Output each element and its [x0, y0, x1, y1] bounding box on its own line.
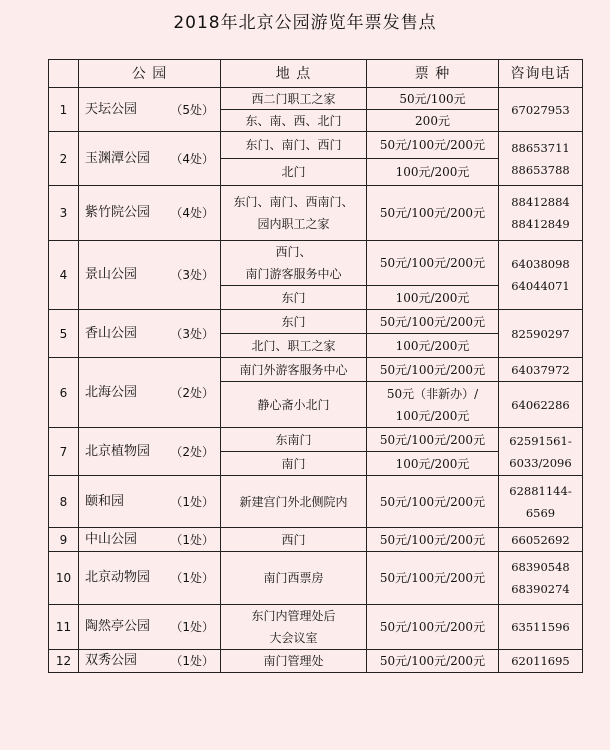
ticket-text: 100元/200元	[395, 165, 470, 179]
phone-cell	[499, 552, 583, 605]
park-name: 颐和园	[85, 493, 125, 509]
location-cell	[221, 159, 367, 186]
location-text: 东、南、西、北门	[245, 113, 342, 128]
ticket-type-cell	[367, 310, 499, 334]
table-row	[49, 528, 583, 552]
location-text: 东门、南门、西门	[245, 138, 342, 152]
location-cell	[221, 428, 367, 452]
phone-cell	[499, 358, 583, 382]
park-name: 景山公园	[85, 267, 138, 282]
location-cell	[221, 334, 367, 358]
ticket-text: 50元/100元/200元	[379, 620, 486, 634]
park-name: 北京动物园	[85, 570, 151, 585]
location-text: 东门	[281, 314, 306, 329]
location-text: 东南门	[275, 432, 312, 447]
location-text: 西门、	[275, 245, 312, 259]
phone-number: 62881144-	[509, 483, 572, 498]
park-cell	[79, 241, 221, 310]
ticket-type-cell	[367, 452, 499, 476]
location-text: 静心斋小北门	[257, 397, 330, 412]
ticket-type-cell	[367, 528, 499, 552]
park-name: 中山公园	[85, 531, 138, 547]
phone-number: 88653788	[511, 162, 570, 177]
row-number: 8	[49, 476, 79, 528]
location-text: 南门游客服务中心	[245, 267, 342, 281]
phone-number: 6569	[525, 505, 556, 520]
park-cell	[79, 476, 221, 528]
row-number: 12	[49, 650, 79, 673]
table-row	[49, 241, 583, 286]
row-number: 11	[49, 605, 79, 650]
table-row	[49, 605, 583, 650]
location-cell	[221, 88, 367, 110]
ticket-type-cell	[367, 476, 499, 528]
park-cell	[79, 132, 221, 186]
ticket-text: 100元/200元	[395, 408, 470, 423]
phone-number: 63511596	[511, 620, 570, 634]
row-number: 3	[49, 186, 79, 241]
table-row	[49, 476, 583, 528]
outlet-count: （1处）	[170, 654, 214, 668]
ticket-text: 100元/200元	[395, 338, 470, 353]
outlet-count: （1处）	[170, 532, 214, 547]
location-cell	[221, 382, 367, 428]
table-row	[49, 310, 583, 334]
location-cell	[221, 310, 367, 334]
location-text: 南门	[281, 456, 306, 471]
page-title: 2018年北京公园游览年票发售点	[173, 13, 437, 33]
ticket-text: 100元/200元	[395, 290, 470, 305]
phone-cell	[499, 428, 583, 476]
park-cell	[79, 310, 221, 358]
phone-cell	[499, 382, 583, 428]
outlet-count: （4处）	[170, 206, 214, 220]
phone-number: 62591561-	[509, 433, 572, 448]
phone-cell	[499, 650, 583, 673]
location-text: 西二门职工之家	[251, 91, 336, 106]
location-text: 东门、南门、西南门、	[233, 195, 354, 209]
ticket-type-cell	[367, 382, 499, 428]
phone-number: 64044071	[511, 279, 570, 293]
location-cell	[221, 650, 367, 673]
table-row	[49, 428, 583, 452]
ticket-type-cell	[367, 358, 499, 382]
outlet-count: （4处）	[170, 151, 214, 166]
location-cell	[221, 110, 367, 132]
park-name: 紫竹院公园	[85, 205, 151, 220]
ticket-text: 100元/200元	[395, 456, 470, 471]
park-cell	[79, 552, 221, 605]
phone-number: 64037972	[511, 362, 570, 377]
location-cell	[221, 452, 367, 476]
park-cell	[79, 605, 221, 650]
location-text: 南门外游客服务中心	[239, 362, 348, 377]
park-name: 北海公园	[85, 384, 138, 400]
table-row	[49, 186, 583, 241]
location-text: 南门西票房	[263, 571, 324, 585]
park-cell	[79, 528, 221, 552]
location-cell	[221, 241, 367, 286]
header-number	[49, 60, 79, 88]
phone-cell	[499, 186, 583, 241]
location-text: 西门	[281, 532, 306, 547]
outlet-count: （2处）	[170, 444, 214, 459]
location-text: 南门管理处	[263, 654, 324, 668]
phone-number: 68390274	[511, 582, 570, 596]
outlet-count: （1处）	[170, 494, 214, 509]
location-text: 东门	[281, 290, 306, 305]
table-row	[49, 552, 583, 605]
location-text: 园内职工之家	[257, 217, 330, 231]
ticket-text: 50元/100元/200元	[379, 432, 486, 447]
park-name: 玉渊潭公园	[85, 150, 151, 166]
row-number: 5	[49, 310, 79, 358]
ticket-text: 200元	[415, 113, 450, 128]
phone-cell	[499, 528, 583, 552]
ticket-text: 50元/100元/200元	[379, 571, 486, 585]
location-text: 新建宫门外北侧院内	[239, 494, 348, 509]
location-text: 北门	[281, 165, 306, 179]
location-text: 大会议室	[269, 631, 318, 645]
location-cell	[221, 605, 367, 650]
park-cell	[79, 88, 221, 132]
location-text: 东门内管理处后	[251, 609, 336, 623]
park-name: 陶然亭公园	[85, 619, 151, 634]
ticket-type-cell	[367, 186, 499, 241]
park-cell	[79, 650, 221, 673]
ticket-text: 50元/100元/200元	[379, 654, 486, 668]
table-row	[49, 650, 583, 673]
row-number: 2	[49, 132, 79, 186]
ticket-text: 50元/100元/200元	[379, 314, 486, 329]
ticket-outlet-table	[48, 59, 583, 673]
outlet-count: （3处）	[170, 326, 214, 341]
phone-number: 68390548	[511, 560, 570, 574]
location-cell	[221, 286, 367, 310]
row-number: 10	[49, 552, 79, 605]
phone-cell	[499, 132, 583, 186]
phone-number: 88653711	[511, 140, 570, 155]
header-park: 公 园	[79, 60, 221, 88]
ticket-text: 50元/100元/200元	[379, 532, 486, 547]
ticket-type-cell	[367, 241, 499, 286]
phone-number: 66052692	[511, 532, 570, 547]
location-cell	[221, 528, 367, 552]
park-cell	[79, 358, 221, 428]
phone-cell	[499, 605, 583, 650]
ticket-text: 50元/100元/200元	[379, 206, 486, 220]
park-name: 香山公园	[85, 325, 138, 341]
row-number: 4	[49, 241, 79, 310]
ticket-text: 50元/100元/200元	[379, 362, 486, 377]
ticket-type-cell	[367, 552, 499, 605]
row-number: 1	[49, 88, 79, 132]
table-row	[49, 358, 583, 382]
ticket-type-cell	[367, 88, 499, 110]
location-text: 北门、职工之家	[251, 338, 336, 353]
table-row	[49, 132, 583, 159]
row-number: 7	[49, 428, 79, 476]
ticket-text: 50元/100元	[399, 91, 466, 106]
phone-cell	[499, 310, 583, 358]
phone-number: 6033/2096	[509, 455, 572, 470]
ticket-type-cell	[367, 110, 499, 132]
phone-cell	[499, 241, 583, 310]
park-cell	[79, 186, 221, 241]
park-name: 天坛公园	[85, 101, 138, 117]
table-row	[49, 88, 583, 110]
location-cell	[221, 476, 367, 528]
phone-number: 64038098	[511, 257, 570, 271]
phone-number: 62011695	[511, 654, 570, 668]
header-phone: 咨询电话	[499, 60, 583, 88]
phone-number: 64062286	[511, 397, 570, 412]
table-header-row	[49, 60, 583, 88]
park-name: 双秀公园	[85, 653, 138, 668]
header-ticket: 票 种	[367, 60, 499, 88]
phone-number: 67027953	[511, 102, 570, 117]
park-cell	[79, 428, 221, 476]
outlet-count: （1处）	[170, 571, 214, 585]
ticket-type-cell	[367, 428, 499, 452]
header-location: 地 点	[221, 60, 367, 88]
ticket-type-cell	[367, 605, 499, 650]
ticket-type-cell	[367, 286, 499, 310]
phone-cell	[499, 88, 583, 132]
ticket-text: 50元/100元/200元	[379, 494, 486, 509]
outlet-count: （1处）	[170, 620, 214, 634]
ticket-type-cell	[367, 650, 499, 673]
outlet-count: （3处）	[170, 268, 214, 282]
location-cell	[221, 358, 367, 382]
row-number: 6	[49, 358, 79, 428]
row-number: 9	[49, 528, 79, 552]
phone-cell	[499, 476, 583, 528]
park-name: 北京植物园	[85, 443, 151, 459]
phone-number: 88412884	[511, 195, 570, 209]
ticket-type-cell	[367, 334, 499, 358]
location-cell	[221, 552, 367, 605]
phone-number: 88412849	[511, 217, 570, 231]
location-cell	[221, 186, 367, 241]
ticket-type-cell	[367, 132, 499, 159]
ticket-text: 50元/100元/200元	[379, 256, 486, 270]
ticket-type-cell	[367, 159, 499, 186]
phone-number: 82590297	[511, 326, 570, 341]
ticket-text: 50元/100元/200元	[379, 138, 486, 152]
ticket-text: 50元（非新办）/	[386, 386, 479, 401]
outlet-count: （2处）	[170, 385, 214, 400]
outlet-count: （5处）	[170, 102, 214, 117]
location-cell	[221, 132, 367, 159]
